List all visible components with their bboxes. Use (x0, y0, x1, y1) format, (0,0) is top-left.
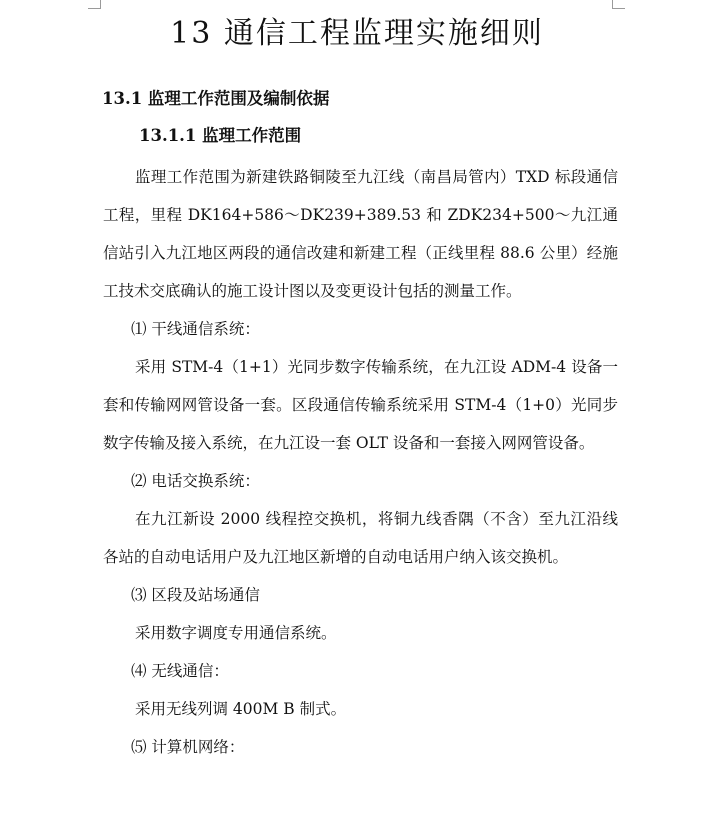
section-heading: 13.1 监理工作范围及编制依据 (102, 89, 330, 108)
list-item-computer-network: ⑸ 计算机网络： (131, 738, 245, 756)
paragraph-wireless-communication: 采用无线列调 400M B 制式。 (135, 700, 347, 718)
paragraph-section-station-communication: 采用数字调度专用通信系统。 (135, 624, 337, 642)
paragraph-scope: 监理工作范围为新建铁路铜陵至九江线（南昌局管内）TXD 标段通信工程，里程 DK164+586～DK239+389.53 和 ZDK234+500～九江通信站引入九江地区两段的通信改建和新建工程（正线里程 88.6 公里）经施工技术交底确认的施工设计图以及变更设计包括的测量工作。 (103, 168, 618, 300)
paragraph-trunk-communication: 采用 STM-4（1+1）光同步数字传输系统，在九江设 ADM-4 设备一套和传输网网管设备一套。区段通信传输系统采用 STM-4（1+0）光同步数字传输及接入系统，在九江设一套 OLT 设备和一套接入网网管设备。 (103, 358, 618, 452)
list-item-telephone-switching: ⑵ 电话交换系统： (131, 472, 260, 490)
list-item-wireless-communication: ⑷ 无线通信： (131, 662, 229, 680)
list-item-section-station-communication: ⑶ 区段及站场通信 (131, 586, 260, 604)
list-item-trunk-communication: ⑴ 干线通信系统： (131, 320, 260, 338)
document-title: 13 通信工程监理实施细则 (170, 16, 544, 51)
paragraph-telephone-switching: 在九江新设 2000 线程控交换机，将铜九线香隅（不含）至九江沿线各站的自动电话用户及九江地区新增的自动电话用户纳入该交换机。 (103, 510, 618, 566)
crop-mark-right (612, 0, 625, 9)
document-body (103, 158, 618, 766)
subsection-heading: 13.1.1 监理工作范围 (139, 126, 302, 145)
crop-mark-left (88, 0, 101, 9)
